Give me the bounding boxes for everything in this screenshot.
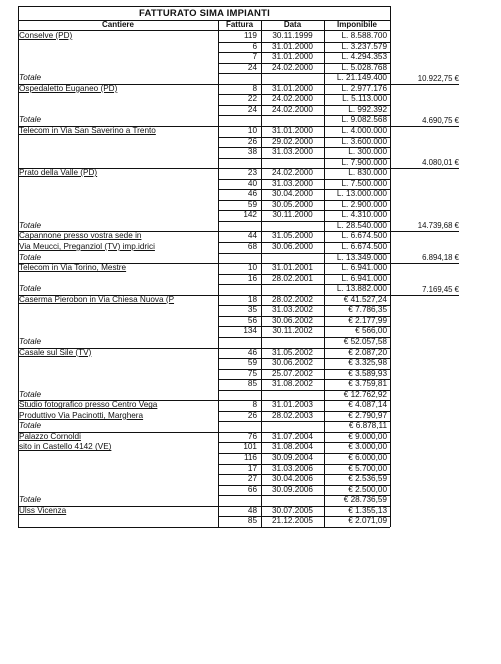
invoice-date: 24.02.2000 bbox=[272, 168, 313, 178]
invoice-amount: € 3.759,81 bbox=[348, 379, 387, 389]
row-rule bbox=[218, 411, 390, 412]
invoice-number: 7 bbox=[252, 52, 257, 62]
invoice-amount: L. 4.294.353 bbox=[341, 52, 387, 62]
invoice-amount: € 2.071,09 bbox=[348, 516, 387, 526]
invoice-amount: € 1.355,13 bbox=[348, 505, 387, 515]
invoice-number: 68 bbox=[247, 242, 257, 251]
invoice-number: 46 bbox=[247, 189, 257, 199]
invoice-number: 22 bbox=[247, 94, 257, 104]
invoice-date: 29.02.2000 bbox=[272, 136, 313, 146]
invoice-amount: L. 8.588.700 bbox=[341, 31, 387, 40]
invoice-number: 85 bbox=[247, 379, 257, 389]
site-name: Casale sul Sile (TV) bbox=[19, 347, 92, 357]
total-label: Totale bbox=[19, 73, 42, 83]
invoice-amount: € 9.000,00 bbox=[348, 431, 387, 441]
euro-equivalent: 10.922,75 € bbox=[417, 73, 459, 83]
invoice-amount: € 4.087,14 bbox=[348, 400, 387, 410]
col-rule bbox=[324, 20, 325, 527]
invoice-amount: € 3.000,00 bbox=[348, 442, 387, 452]
invoice-amount: € 2.087,20 bbox=[348, 347, 387, 357]
invoice-date: 31.01.2000 bbox=[272, 125, 313, 135]
euro-equivalent: 4.690,75 € bbox=[422, 115, 459, 125]
total-label: Totale bbox=[19, 336, 42, 346]
invoice-amount: L. 6.674.500 bbox=[341, 231, 387, 241]
invoice-date: 25.07.2002 bbox=[272, 368, 313, 378]
group-total: L. 13.882.000 bbox=[336, 284, 387, 294]
invoice-date: 31.08.2004 bbox=[272, 442, 313, 452]
invoice-number: 38 bbox=[247, 147, 257, 157]
invoice-date: 30.07.2005 bbox=[272, 505, 313, 515]
invoice-amount: L. 4.310.000 bbox=[341, 210, 387, 220]
invoice-date: 31.05.2002 bbox=[272, 347, 313, 357]
row-rule bbox=[218, 453, 390, 454]
invoice-date: 31.01.2000 bbox=[272, 52, 313, 62]
row-rule bbox=[218, 369, 390, 370]
group-total: L. 7.900.000 bbox=[341, 157, 387, 167]
row-rule bbox=[218, 52, 390, 53]
invoice-amount: € 41.527,24 bbox=[343, 294, 387, 304]
invoice-date: 31.03.2000 bbox=[272, 147, 313, 157]
invoice-date: 28.02.2001 bbox=[272, 273, 313, 283]
invoice-amount: L. 830.000 bbox=[348, 168, 387, 178]
site-name: Ospedaletto Euganeo (PD) bbox=[19, 83, 118, 93]
row-rule bbox=[218, 326, 390, 327]
invoice-date: 30.11.1999 bbox=[272, 31, 313, 40]
invoice-amount: € 6.000,00 bbox=[348, 453, 387, 462]
invoice-number: 18 bbox=[247, 294, 257, 304]
invoice-date: 30.04.2000 bbox=[272, 189, 313, 199]
row-rule bbox=[218, 242, 390, 243]
invoice-number: 16 bbox=[247, 273, 257, 283]
invoice-number: 46 bbox=[247, 347, 257, 357]
total-label bbox=[19, 158, 139, 168]
invoice-date: 30.09.2006 bbox=[272, 484, 313, 494]
euro-equivalent: 14.739,68 € bbox=[417, 221, 459, 231]
invoice-date: 30.06.2000 bbox=[272, 242, 313, 251]
euro-equivalent: 7.169,45 € bbox=[422, 284, 459, 294]
site-name: Palazzo Cornoldi bbox=[19, 431, 81, 441]
invoice-number: 26 bbox=[247, 410, 257, 420]
invoice-number: 23 bbox=[247, 168, 257, 178]
row-rule bbox=[218, 474, 390, 475]
total-label: Totale bbox=[19, 115, 42, 125]
invoice-date: 24.02.2000 bbox=[272, 94, 313, 104]
invoice-amount: L. 992.392 bbox=[348, 104, 387, 114]
site-name: Telecom in Via Torino, Mestre bbox=[19, 263, 127, 273]
euro-equivalent: 6.894,18 € bbox=[422, 253, 459, 263]
row-rule bbox=[218, 42, 390, 43]
invoice-number: 116 bbox=[243, 453, 257, 462]
invoice-date: 24.02.2000 bbox=[272, 62, 313, 72]
header-cantiere: Cantiere bbox=[101, 20, 134, 29]
row-rule bbox=[218, 200, 390, 201]
group-total: L. 9.082.568 bbox=[341, 115, 387, 125]
invoice-date: 24.02.2000 bbox=[272, 104, 313, 114]
invoice-number: 10 bbox=[247, 125, 257, 135]
invoice-amount: L. 6.941.000 bbox=[341, 263, 387, 273]
site-name: sito in Castello 4142 (VE) bbox=[19, 442, 112, 452]
sheet-title: FATTURATO SIMA IMPIANTI bbox=[18, 6, 391, 21]
invoice-date: 30.11.2002 bbox=[272, 326, 313, 336]
row-rule bbox=[218, 105, 390, 106]
invoice-date: 30.11.2000 bbox=[272, 210, 313, 220]
row-rule bbox=[218, 63, 390, 64]
invoice-amount: € 3.325,98 bbox=[348, 358, 387, 368]
site-name: Capannone presso vostra sede in bbox=[19, 231, 142, 241]
group-total: € 52.057,58 bbox=[343, 336, 387, 346]
invoice-date: 31.07.2004 bbox=[272, 431, 313, 441]
invoice-number: 8 bbox=[252, 400, 257, 410]
group-total: € 12.762,92 bbox=[343, 389, 387, 399]
invoice-amount: € 2.790,97 bbox=[348, 410, 387, 420]
invoice-number: 17 bbox=[247, 463, 257, 473]
invoice-date: 31.01.2001 bbox=[272, 263, 313, 273]
header-data: Data bbox=[283, 20, 302, 29]
invoice-number: 59 bbox=[247, 358, 257, 368]
invoice-number: 44 bbox=[247, 231, 257, 241]
site-name: Telecom in Via San Saverino a Trento bbox=[19, 125, 156, 135]
row-rule bbox=[218, 358, 390, 359]
invoice-date: 28.02.2003 bbox=[272, 410, 313, 420]
invoice-number: 134 bbox=[243, 326, 257, 336]
invoice-date: 31.05.2000 bbox=[272, 231, 313, 241]
row-rule bbox=[218, 179, 390, 180]
invoice-number: 59 bbox=[247, 199, 257, 209]
row-rule bbox=[218, 189, 390, 190]
invoice-date: 31.01.2000 bbox=[272, 83, 313, 93]
invoice-amount: L. 5.113.000 bbox=[342, 94, 387, 104]
invoice-amount: € 7.786,35 bbox=[348, 305, 387, 315]
invoice-number: 66 bbox=[247, 484, 257, 494]
invoice-number: 76 bbox=[247, 431, 257, 441]
invoice-date: 30.04.2006 bbox=[272, 474, 313, 484]
invoice-amount: L. 4.000.000 bbox=[341, 125, 387, 135]
row-rule bbox=[218, 137, 390, 138]
invoice-number: 35 bbox=[247, 305, 257, 315]
invoice-number: 24 bbox=[247, 104, 257, 114]
row-rule bbox=[218, 210, 390, 211]
site-name: Caserma Pierobon in Via Chiesa Nuova (P bbox=[19, 294, 175, 304]
row-rule bbox=[218, 274, 390, 275]
invoice-number: 48 bbox=[247, 505, 257, 515]
row-rule bbox=[218, 316, 390, 317]
total-label: Totale bbox=[19, 284, 42, 294]
site-name: Produttivo Via Pacinotti, Marghera bbox=[19, 410, 144, 420]
invoice-amount: € 2.536,59 bbox=[348, 474, 387, 484]
site-name: Conselve (PD) bbox=[19, 31, 73, 40]
invoice-number: 56 bbox=[247, 315, 257, 325]
total-label: Totale bbox=[19, 495, 42, 505]
invoice-date: 31.01.2000 bbox=[272, 41, 313, 51]
row-rule bbox=[218, 379, 390, 380]
invoice-number: 8 bbox=[252, 83, 257, 93]
invoice-number: 26 bbox=[247, 136, 257, 146]
row-rule bbox=[218, 485, 390, 486]
euro-equivalent: 4.080,01 € bbox=[422, 158, 459, 168]
col-rule bbox=[218, 20, 219, 527]
invoice-number: 40 bbox=[247, 178, 257, 188]
invoice-amount: L. 3.600.000 bbox=[341, 136, 387, 146]
invoice-number: 6 bbox=[252, 41, 257, 51]
group-total: L. 28.540.000 bbox=[336, 220, 387, 230]
invoice-amount: L. 13.000.000 bbox=[336, 189, 387, 199]
total-label: Totale bbox=[19, 252, 42, 262]
invoice-date: 30.06.2002 bbox=[272, 358, 313, 368]
invoice-number: 24 bbox=[247, 62, 257, 72]
invoice-date: 31.03.2000 bbox=[272, 178, 313, 188]
left-border bbox=[18, 20, 19, 527]
invoice-amount: L. 6.674.500 bbox=[341, 242, 387, 251]
invoice-date: 31.03.2006 bbox=[272, 463, 313, 473]
group-total: € 6.878,11 bbox=[348, 421, 387, 431]
total-label: Totale bbox=[19, 421, 42, 431]
invoice-date: 28.02.2002 bbox=[272, 294, 313, 304]
group-total: L. 13.349.000 bbox=[336, 252, 387, 262]
invoice-number: 27 bbox=[247, 474, 257, 484]
row-rule bbox=[218, 147, 390, 148]
invoice-amount: L. 3.237.579 bbox=[341, 41, 387, 51]
right-border bbox=[390, 20, 391, 527]
invoice-amount: € 566,00 bbox=[355, 326, 387, 336]
site-name: Studio fotografico presso Centro Vega bbox=[19, 400, 158, 410]
invoice-date: 21.12.2005 bbox=[272, 516, 313, 526]
invoice-number: 142 bbox=[243, 210, 257, 220]
row-rule bbox=[218, 94, 390, 95]
invoice-number: 75 bbox=[247, 368, 257, 378]
row-rule bbox=[218, 442, 390, 443]
total-label: Totale bbox=[19, 389, 42, 399]
header-imponibile: Imponibile bbox=[337, 20, 377, 29]
invoice-number: 85 bbox=[247, 516, 257, 526]
row-rule bbox=[218, 305, 390, 306]
row-rule bbox=[218, 464, 390, 465]
invoice-number: 10 bbox=[247, 263, 257, 273]
invoice-date: 30.09.2004 bbox=[272, 453, 313, 462]
invoice-number: 101 bbox=[243, 442, 257, 452]
invoice-date: 30.06.2002 bbox=[272, 315, 313, 325]
invoice-date: 31.08.2002 bbox=[272, 379, 313, 389]
invoice-amount: L. 5.028.768 bbox=[341, 62, 387, 72]
invoice-amount: € 3.589,93 bbox=[348, 368, 387, 378]
col-rule bbox=[261, 20, 262, 527]
invoice-date: 31.01.2003 bbox=[272, 400, 313, 410]
invoice-amount: € 5.700,00 bbox=[348, 463, 387, 473]
site-name: Prato della Valle (PD) bbox=[19, 168, 98, 178]
header-fattura: Fattura bbox=[225, 20, 254, 29]
invoice-amount: L. 6.941.000 bbox=[341, 273, 387, 283]
total-label: Totale bbox=[19, 220, 42, 230]
invoice-date: 30.05.2000 bbox=[272, 199, 313, 209]
invoice-number: 119 bbox=[243, 31, 257, 40]
invoice-date: 31.03.2002 bbox=[272, 305, 313, 315]
invoice-amount: € 2.500,00 bbox=[348, 484, 387, 494]
invoice-amount: L. 300.000 bbox=[348, 147, 387, 157]
row-rule bbox=[218, 516, 390, 517]
group-total: € 28.736,59 bbox=[343, 495, 387, 505]
invoice-amount: L. 7.500.000 bbox=[341, 178, 387, 188]
group-total: L. 21.149.400 bbox=[336, 73, 387, 83]
group-bottom-rule bbox=[18, 527, 390, 528]
invoice-amount: L. 2.900.000 bbox=[341, 199, 387, 209]
site-name: Via Meucci, Preganziol (TV) imp.idrici bbox=[19, 242, 155, 251]
invoice-amount: € 2.177,99 bbox=[348, 315, 387, 325]
site-name: Ulss Vicenza bbox=[19, 505, 67, 515]
invoice-amount: L. 2.977.176 bbox=[341, 83, 387, 93]
